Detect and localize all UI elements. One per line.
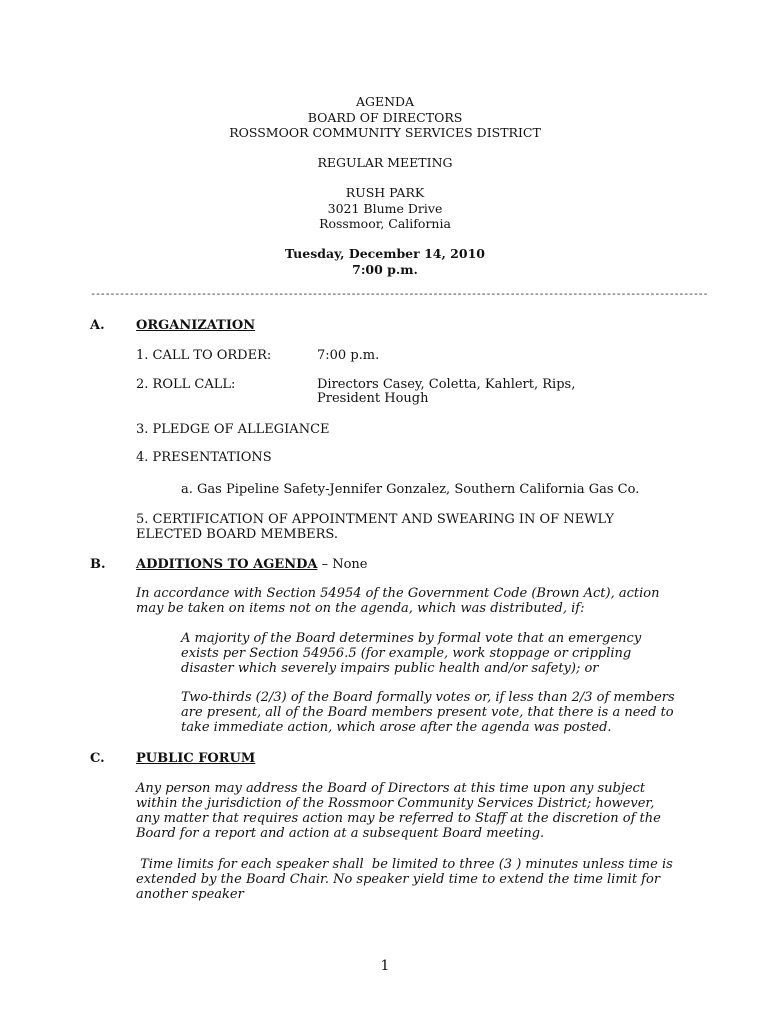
page-number: 1 bbox=[380, 958, 390, 974]
section-b-heading bbox=[136, 557, 368, 572]
location-street: 3021 Blume Drive bbox=[327, 201, 443, 216]
board-heading: BOARD OF DIRECTORS bbox=[307, 110, 463, 125]
section-b-condition-2: Two-thirds (2/3) of the Board formally votes or, if less than 2/3 of members are present, all of the Board members present vote, that there is a need to take immediate action, which arose after the agenda was posted. bbox=[181, 690, 675, 735]
call-to-order-value: 7:00 p.m. bbox=[317, 348, 380, 363]
roll-call-value-line-1: Directors Casey, Coletta, Kahlert, Rips, bbox=[317, 377, 576, 392]
section-b-letter: B. bbox=[90, 557, 106, 572]
district-heading: ROSSMOOR COMMUNITY SERVICES DISTRICT bbox=[229, 125, 541, 140]
presentation-subitem-a: a. Gas Pipeline Safety-Jennifer Gonzalez, Southern California Gas Co. bbox=[181, 482, 640, 497]
meeting-time: 7:00 p.m. bbox=[352, 262, 418, 277]
section-c-paragraph-2: Time limits for each speaker shall be limited to three (3 ) minutes unless time is extended by the Board Chair. No speaker yield time to extend the time limit for another speaker bbox=[136, 857, 677, 902]
section-c-paragraph-1: Any person may address the Board of Directors at this time upon any subject within the jurisdiction of the Rossmoor Community Services District; however, any matter that requires action may be referred to Staff at the discretion of the Board for a report and action at a subsequent Board meeting. bbox=[136, 781, 661, 841]
roll-call-value-line-2: President Hough bbox=[317, 391, 429, 406]
location-name: RUSH PARK bbox=[345, 185, 425, 200]
meeting-type: REGULAR MEETING bbox=[317, 155, 453, 170]
roll-call-label: 2. ROLL CALL: bbox=[136, 377, 236, 392]
meeting-date: Tuesday, December 14, 2010 bbox=[285, 246, 485, 261]
location-city: Rossmoor, California bbox=[319, 216, 451, 231]
section-c-title: PUBLIC FORUM bbox=[136, 751, 256, 766]
section-b-title-suffix: – None bbox=[317, 557, 368, 572]
pledge-item: 3. PLEDGE OF ALLEGIANCE bbox=[136, 422, 330, 437]
section-a-title: ORGANIZATION bbox=[136, 318, 256, 333]
section-divider: -------------------------------------------------------------------------------------------------------------------------------- bbox=[90, 288, 708, 300]
section-b-intro: In accordance with Section 54954 of the Government Code (Brown Act), action may be taken on items not on the agenda, which was distributed, if: bbox=[136, 586, 660, 616]
agenda-heading: AGENDA bbox=[355, 94, 415, 109]
presentations-item: 4. PRESENTATIONS bbox=[136, 450, 272, 465]
section-b-title: ADDITIONS TO AGENDA bbox=[136, 557, 318, 572]
section-b-condition-1: A majority of the Board determines by formal vote that an emergency exists per Section 54956.5 (for example, work stoppage or crippling disaster which severely impairs public health and/or safety); or bbox=[181, 631, 642, 676]
certification-item: 5. CERTIFICATION OF APPOINTMENT AND SWEARING IN OF NEWLY ELECTED BOARD MEMBERS. bbox=[136, 512, 614, 542]
call-to-order-label: 1. CALL TO ORDER: bbox=[136, 348, 272, 363]
section-c-letter: C. bbox=[90, 751, 105, 766]
section-a-letter: A. bbox=[90, 318, 105, 333]
